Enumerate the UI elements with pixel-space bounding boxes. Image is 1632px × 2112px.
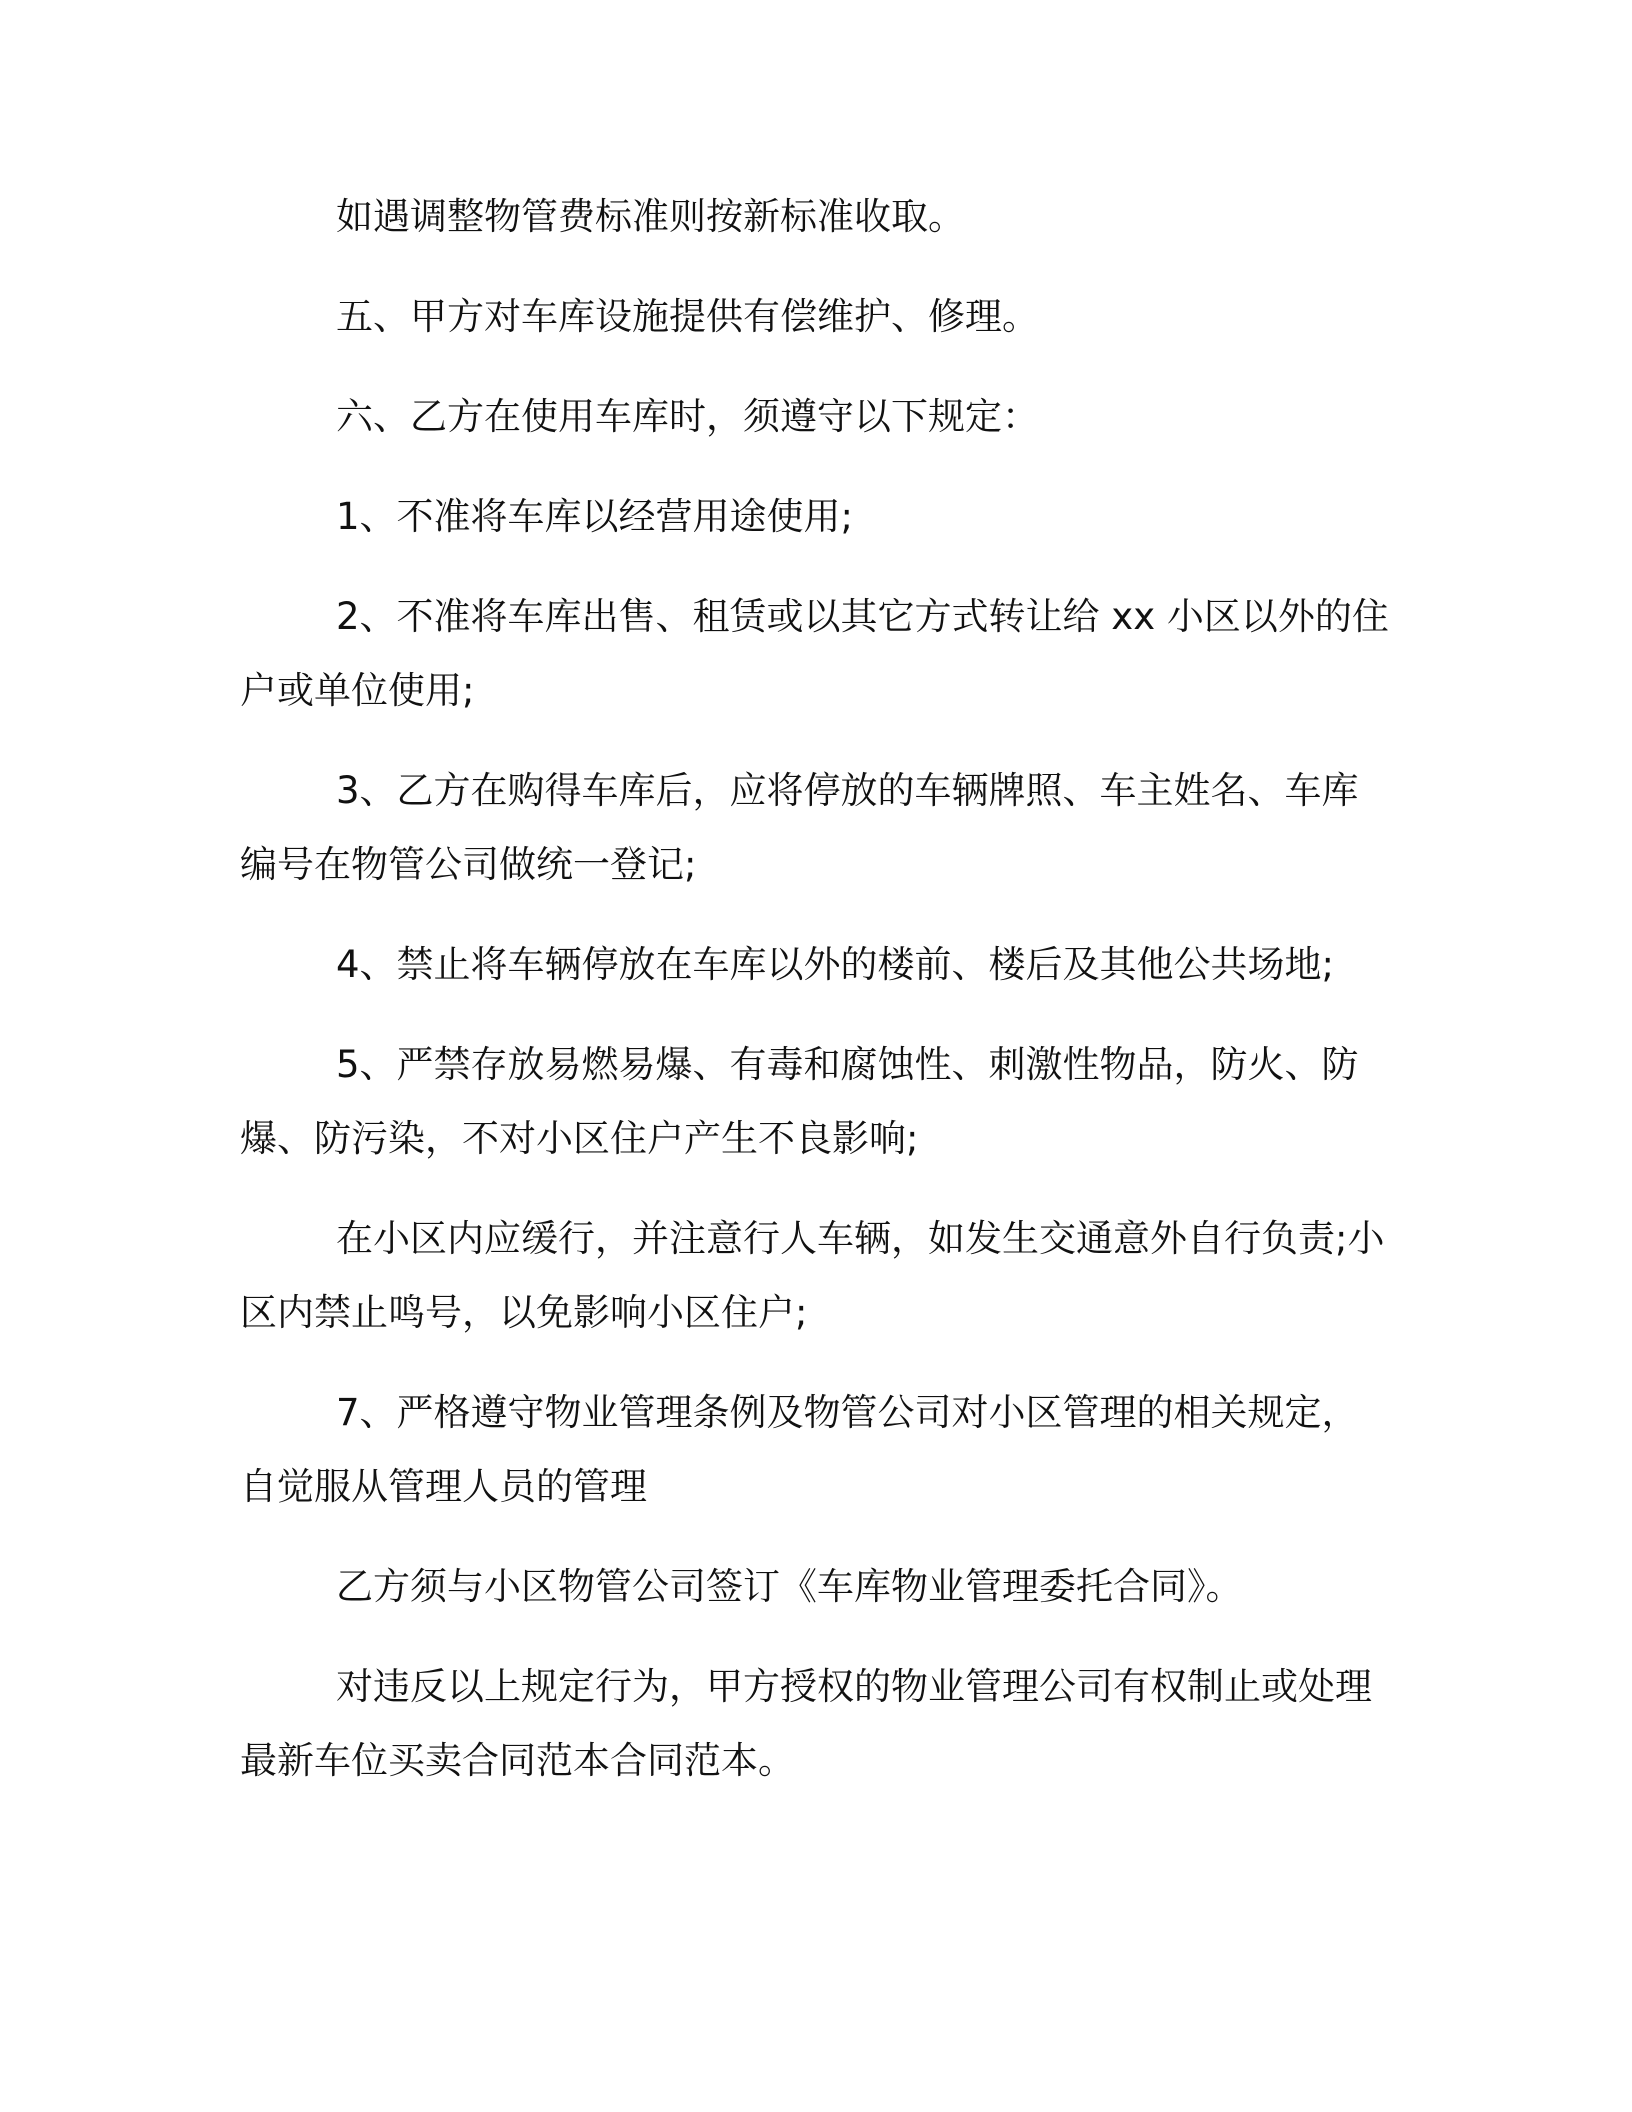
list-item-2: 2、不准将车库出售、租赁或以其它方式转让给 xx 小区以外的住户或单位使用;	[240, 595, 1389, 712]
paragraph-contract-signing: 乙方须与小区物管公司签订《车库物业管理委托合同》。	[336, 1565, 1243, 1608]
paragraph-clause-5: 五、甲方对车库设施提供有偿维护、修理。	[336, 295, 1039, 338]
list-item-1: 1、不准将车库以经营用途使用;	[336, 495, 854, 538]
list-item-4: 4、禁止将车辆停放在车库以外的楼前、楼后及其他公共场地;	[336, 943, 1335, 986]
paragraph-clause-6: 六、乙方在使用车库时，须遵守以下规定：	[336, 395, 1039, 438]
list-item-3: 3、乙方在购得车库后，应将停放的车辆牌照、车主姓名、车库编号在物管公司做统一登记;	[240, 769, 1359, 886]
paragraph-fee-adjustment: 如遇调整物管费标准则按新标准收取。	[336, 195, 965, 238]
paragraph-driving-rules: 在小区内应缓行，并注意行人车辆，如发生交通意外自行负责;小区内禁止鸣号，以免影响小区住户;	[240, 1217, 1385, 1334]
list-item-7: 7、严格遵守物业管理条例及物管公司对小区管理的相关规定，自觉服从管理人员的管理	[240, 1391, 1359, 1508]
paragraph-violation-handling: 对违反以上规定行为，甲方授权的物业管理公司有权制止或处理最新车位买卖合同范本合同范本。	[240, 1665, 1372, 1782]
list-item-5: 5、严禁存放易燃易爆、有毒和腐蚀性、刺激性物品，防火、防爆、防污染，不对小区住户产生不良影响;	[240, 1043, 1359, 1160]
document-body	[240, 180, 1390, 1824]
